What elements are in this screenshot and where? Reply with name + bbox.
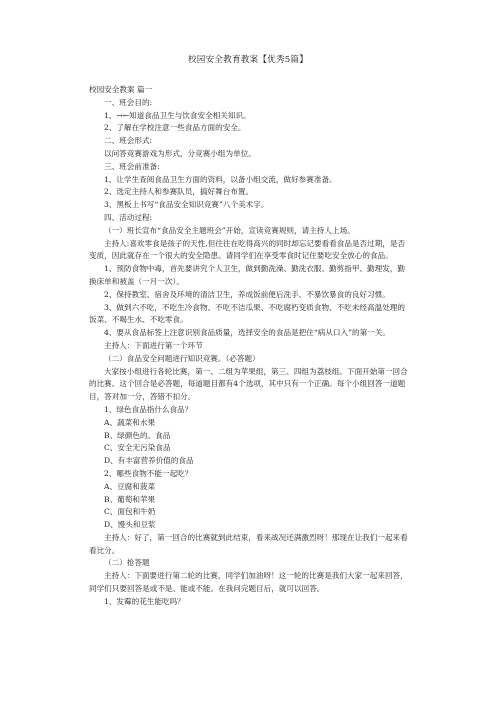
- paragraph: 主持人:喜欢零食是孩子的天性,但往往在吃得高兴的同时却忘记要看看食品是否过期，是否变质，因此就存在一个很大的安全隐患。请同学们在享受零食时记住要吃安全放心的食品。: [89, 238, 406, 261]
- paragraph: 3、黑板上书写“食品安全知识竞赛”八个美术字。: [104, 200, 269, 210]
- paragraph: 主持人：下面要进行第二轮的比赛，同学们加油呀！这一轮的比赛是我们大家一起来回答，同学们只要回答是或不是、能或不能。在我问完题目后，就可以回答。: [89, 571, 408, 594]
- paragraph: 三、班会前准备:: [104, 161, 160, 171]
- paragraph: 1、让学生查阅食品卫生方面的资料，以备小组交流，做好参赛准备。: [104, 174, 337, 184]
- paragraph: 以问答竞赛游戏为形式，分竞赛小组为单位。: [104, 148, 256, 158]
- paragraph: 2、了解在学校注意一些食品方面的安全。: [104, 123, 246, 133]
- paragraph: 4、要从食品标签上注意识别食品质量，选择安全的食品是把住“病从口入”的第一关。: [104, 328, 390, 338]
- paragraph: A、豆腐和菠菜: [104, 481, 156, 491]
- paragraph: 2、选定主持人和参赛队员，搞好舞台布置。: [104, 187, 254, 197]
- paragraph: 二、班会形式:: [104, 136, 153, 146]
- paragraph: 1、发霉的花生能吃吗？: [104, 596, 185, 606]
- paragraph: 2、哪些食物不能一起吃？: [104, 468, 193, 478]
- document-title: 校园安全教育教案【优秀5篇】: [188, 55, 308, 65]
- paragraph: （二）抢答题: [104, 558, 150, 568]
- paragraph: （二）食品安全问题进行知识竞赛。（必答题）: [104, 353, 260, 363]
- paragraph: C、安全无污染食品: [104, 443, 171, 453]
- paragraph: 主持人：好了，第一回合的比赛就到此结束，看来战况还满激烈呀！那现在让我们一起来看看比分。: [89, 532, 408, 555]
- paragraph: （一）班长宣布“食品安全主题班会”开始，宣读竞赛规则，请主持人上场。: [104, 225, 355, 235]
- paragraph: 3、做到六不吃，不吃生冷食物、不吃不洁瓜果、不吃腐朽变质食物、不吃未经高温处理的饭菜、不喝生水、不吃零食。: [89, 302, 405, 325]
- paragraph: 1、预防食物中毒，首先要讲究个人卫生，做到勤洗澡、勤洗衣服、勤剪指甲、勤理发，勤换床单和被盖（一月一次）。: [89, 264, 405, 286]
- paragraph: 大家按小组进行各轮比赛，第一、二组为苹果组，第三、四组为荔枝组。下面开始第一回合的比赛。这个回合是必答题，每道题目都有4个选项，其中只有一个正确。每个小组回答一道题目，答对加一分，答错不扣分。: [89, 366, 408, 402]
- document-body: [89, 84, 412, 609]
- paragraph: D、馒头和豆浆: [104, 520, 156, 530]
- paragraph: B、葡萄和苹果: [104, 494, 156, 504]
- paragraph: 四、活动过程:: [104, 212, 153, 222]
- paragraph: B、绿颜色的。食品: [104, 430, 171, 440]
- paragraph: C、面包和牛奶: [104, 507, 156, 517]
- paragraph: A、蔬菜和水果: [104, 417, 156, 427]
- paragraph: 主持人：下面进行第一个环节: [104, 340, 203, 350]
- paragraph: 2、保持教室、宿舍及环境的清洁卫生，养成饭前便后洗手、不暴饮暴食的良好习惯。: [104, 289, 390, 299]
- section-heading: 校园安全教案 篇一: [89, 85, 153, 94]
- paragraph: 1、→←知道食品卫生与饮食安全相关知识。: [104, 110, 251, 120]
- paragraph: 1、绿色食品指什么食品？: [104, 404, 193, 414]
- paragraph: 一、班会目的:: [104, 97, 153, 107]
- paragraph: D、有丰富营养价值的食品: [104, 456, 194, 466]
